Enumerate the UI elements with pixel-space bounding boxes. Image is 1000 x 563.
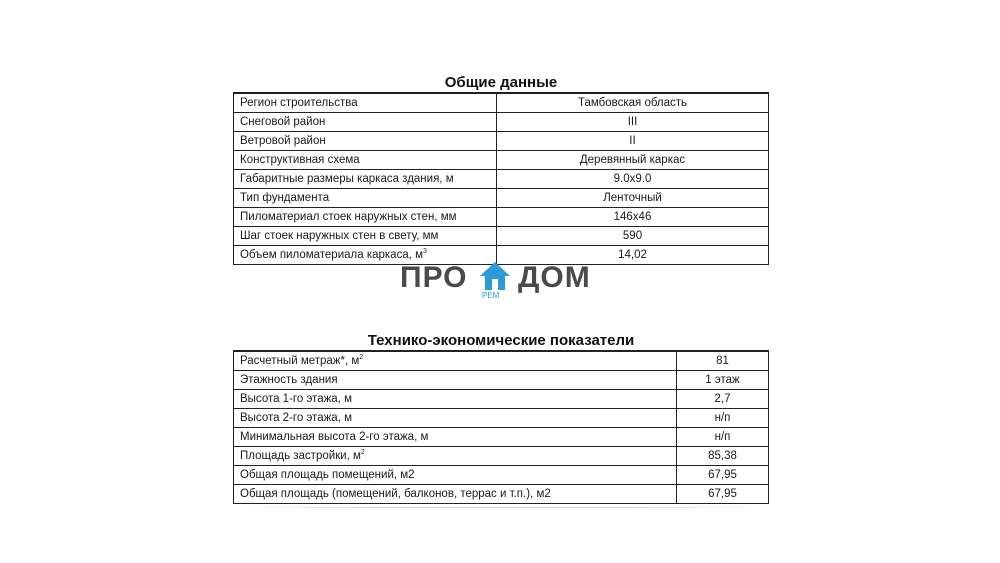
tech-label-cell <box>234 447 677 466</box>
general-label: Объем пиломатериала каркаса, м <box>240 249 424 261</box>
general-label: Пиломатериал стоек наружных стен, мм <box>240 211 457 223</box>
tech-value: 1 этаж <box>677 371 769 390</box>
tech-value: 2,7 <box>677 390 769 409</box>
tech-value: 85,38 <box>677 447 769 466</box>
tech-label: Площадь застройки, м <box>240 450 361 462</box>
general-value: III <box>497 113 769 132</box>
general-label: Регион строительства <box>240 97 358 109</box>
general-label-cell <box>234 113 497 132</box>
logo-right-text: ДОМ <box>518 261 591 294</box>
general-row <box>234 151 769 170</box>
tech-row <box>234 409 769 428</box>
tech-label: Этажность здания <box>240 374 338 386</box>
tech-row <box>234 351 769 371</box>
general-value: 146х46 <box>497 208 769 227</box>
house-icon <box>478 260 512 294</box>
tech-row <box>234 428 769 447</box>
tech-label-cell <box>234 485 677 504</box>
general-label: Тип фундамента <box>240 192 330 204</box>
tech-label: Расчетный метраж*, м <box>240 355 360 367</box>
tech-label-cell <box>234 351 677 371</box>
general-label: Снеговой район <box>240 116 326 128</box>
general-label-cell <box>234 93 497 113</box>
general-label: Габаритные размеры каркаса здания, м <box>240 173 454 185</box>
tech-row <box>234 466 769 485</box>
bottom-divider <box>233 507 769 508</box>
general-value: 9.0х9.0 <box>497 170 769 189</box>
general-label: Шаг стоек наружных стен в свету, мм <box>240 230 439 242</box>
tech-label: Высота 2-го этажа, м <box>240 412 352 424</box>
tech-label-cell <box>234 428 677 447</box>
general-label-superscript: 3 <box>423 248 427 256</box>
tech-label: Общая площадь помещений, м2 <box>240 469 415 481</box>
tech-label-cell <box>234 371 677 390</box>
general-label-cell <box>234 208 497 227</box>
general-value: Деревянный каркас <box>497 151 769 170</box>
tech-label: Высота 1-го этажа, м <box>240 393 352 405</box>
general-label-cell <box>234 151 497 170</box>
tech-row <box>234 390 769 409</box>
general-value: Ленточный <box>497 189 769 208</box>
general-label-cell <box>234 170 497 189</box>
tech-label-superscript: 2 <box>359 354 364 362</box>
tech-value: н/п <box>677 409 769 428</box>
prodom-logo <box>400 258 600 298</box>
general-label-cell <box>234 227 497 246</box>
tech-label-superscript: 2 <box>360 449 365 457</box>
general-label: Ветровой район <box>240 135 326 147</box>
general-value: Тамбовская область <box>497 93 769 113</box>
general-label-cell <box>234 189 497 208</box>
tech-value: н/п <box>677 428 769 447</box>
logo-left-text: ПРО <box>400 261 468 294</box>
general-data-table <box>233 92 769 265</box>
tech-label-cell <box>234 409 677 428</box>
general-data-title: Общие данные <box>444 74 558 91</box>
tech-row <box>234 447 769 466</box>
tech-indicators-title: Технико-экономические показатели <box>367 332 635 349</box>
tech-label-cell <box>234 466 677 485</box>
tech-value: 81 <box>677 351 769 371</box>
general-value: 14,02 <box>497 246 769 265</box>
general-row <box>234 208 769 227</box>
general-label-cell <box>234 132 497 151</box>
general-value: II <box>497 132 769 151</box>
tech-value: 67,95 <box>677 485 769 504</box>
general-row <box>234 132 769 151</box>
general-row <box>234 227 769 246</box>
general-value: 590 <box>497 227 769 246</box>
tech-indicators-table <box>233 350 769 504</box>
tech-row <box>234 371 769 390</box>
tech-label: Общая площадь (помещений, балконов, террас и т.п.), м2 <box>240 488 551 500</box>
general-row <box>234 189 769 208</box>
logo-sub-text: РЕМ <box>482 291 500 300</box>
general-row <box>234 113 769 132</box>
general-row <box>234 93 769 113</box>
tech-value: 67,95 <box>677 466 769 485</box>
general-label: Конструктивная схема <box>240 154 360 166</box>
general-row <box>234 170 769 189</box>
tech-label: Минимальная высота 2-го этажа, м <box>240 431 429 443</box>
tech-row <box>234 485 769 504</box>
tech-label-cell <box>234 390 677 409</box>
